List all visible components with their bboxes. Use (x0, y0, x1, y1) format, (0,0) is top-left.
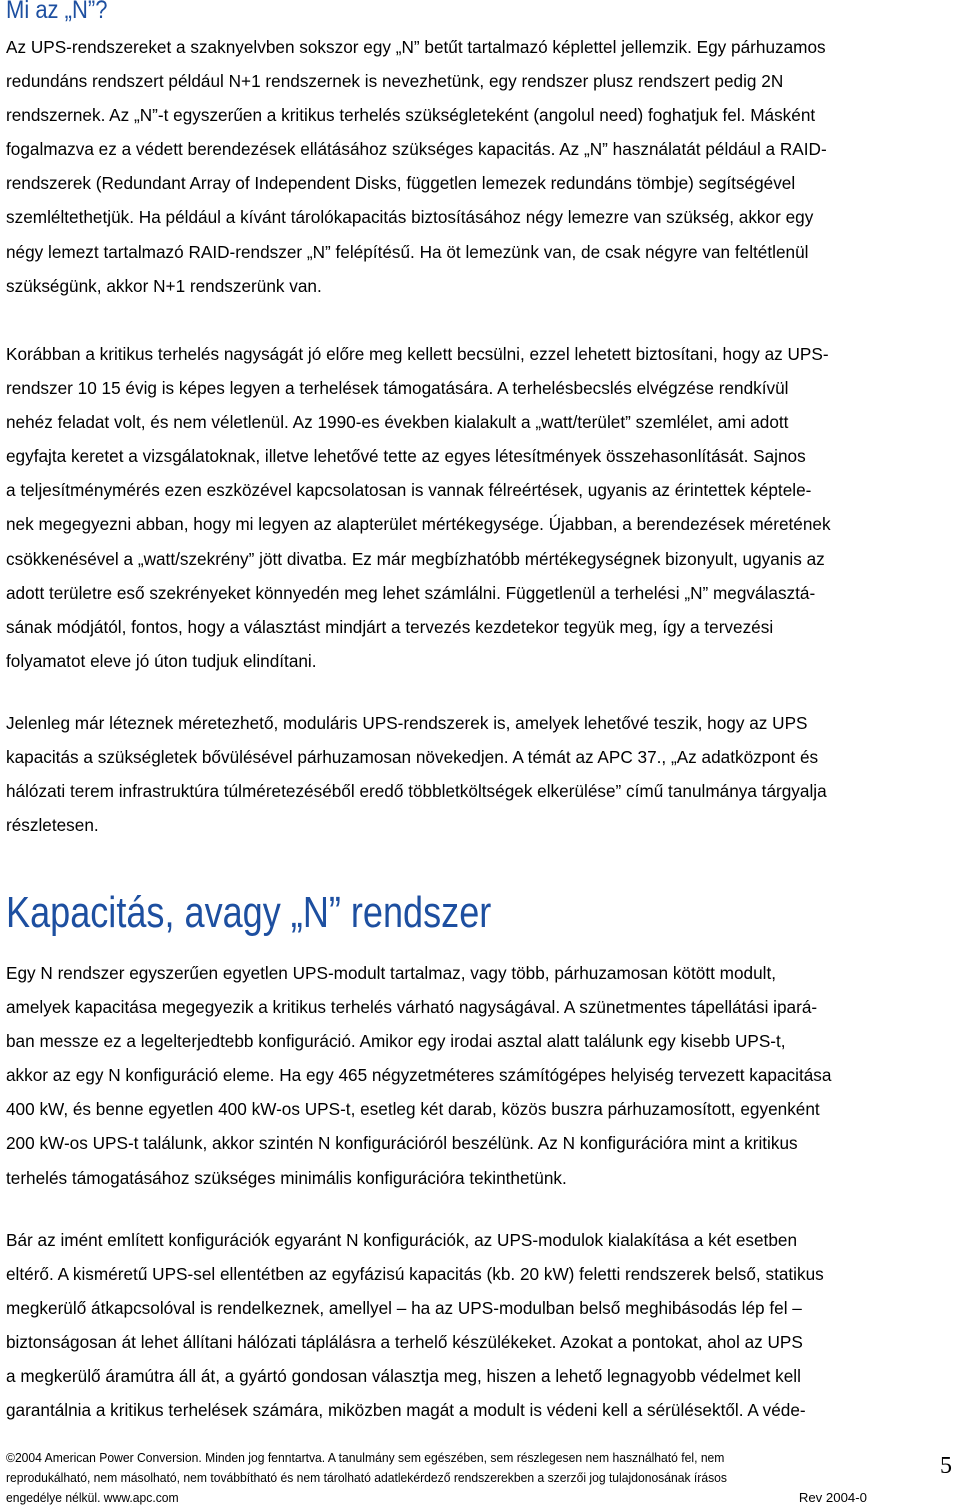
text-line: kapacitás a szükségletek bővülésével párhuzamosan növekedjen. A témát az APC 37., „Az adatközpont és (6, 747, 819, 768)
text-line: Az UPS-rendszereket a szaknyelvben sokszor egy „N” betűt tartalmazó képlettel jellemzik. Egy párhuzamos (6, 37, 826, 57)
paragraph-module-design (6, 1223, 954, 1428)
text-line: sának módjától, fontos, hogy a választást mindjárt a tervezés kezdetekor tegyük meg, így a tervezési (6, 616, 774, 637)
text-line: megkerülő átkapcsolóval is rendelkeznek, amellyel – ha az UPS-modulban belső meghibásodás lép fel – (6, 1298, 802, 1319)
text-line: nehéz feladat volt, és nem véletlenül. Az 1990-es években kialakult a „watt/terület” szemlélet, ami adott (6, 412, 789, 433)
text-line: egyfajta keretet a vizsgálatoknak, illetve lehetővé tette az egyes létesítmények összehasonlítását. Sajnos (6, 446, 806, 467)
text-line: csökkenésével a „watt/szekrény” jött divatba. Ez már megbízhatóbb mértékegységnek bizonyult, ugyanis az (6, 548, 825, 569)
copyright-footer (6, 1448, 825, 1508)
text-line: terhelés támogatásához szükséges minimális konfigurációra tekinthetünk. (6, 1167, 567, 1188)
text-line: reprodukálható, nem másolható, nem továbbítható és nem tárolható adatlekérdező rendszerekben a szerzői jog tulajdonosának írásos (6, 1470, 727, 1485)
text-line: ban messze ez a legelterjedtebb konfiguráció. Amikor egy irodai asztal alatt találunk egy kisebb UPS-t, (6, 1031, 786, 1052)
section-heading-mi-az-n: Mi az „N”? (6, 0, 108, 24)
text-line: 400 kW, és benne egyetlen 400 kW-os UPS-t, esetleg két darab, közös buszra párhuzamosított, egyenként (6, 1099, 820, 1120)
paragraph-modular-ups (6, 706, 954, 842)
text-line: amelyek kapacitása megegyezik a kritikus terhelés várható nagyságával. A szünetmentes tápellátási ipará- (6, 997, 818, 1018)
text-line: szükségünk, akkor N+1 rendszerünk van. (6, 275, 322, 296)
text-line: a megkerülő áramútra áll át, a gyártó gondosan választja meg, hiszen a lehető legnagyobb védelmet kell (6, 1366, 801, 1387)
text-line: garantálnia a kritikus terhelések számára, miközben magát a modult is védeni kell a sérülésektől. A véde- (6, 1400, 806, 1421)
text-line: Korábban a kritikus terhelés nagyságát jó előre meg kellett becsülni, ezzel lehetett biztosítani, hogy az UPS- (6, 344, 829, 364)
text-line: rendszernek. Az „N”-t egyszerűen a kritikus terhelés szükségleteként (angolul need) foghatjuk fel. Másként (6, 105, 816, 126)
page-number: 5 (940, 1453, 952, 1479)
revision-label: Rev 2004-0 (798, 1490, 867, 1505)
text-line: négy lemezt tartalmazó RAID-rendszer „N” felépítésű. Ha öt lemezünk van, de csak négyre van feltétlenül (6, 241, 809, 262)
text-line: eltérő. A kisméretű UPS-sel ellentétben az egyfázisú kapacitás (kb. 20 kW) feletti rendszerek belső, statikus (6, 1264, 824, 1285)
text-line: folyamatot eleve jó úton tudjuk elindítani. (6, 650, 317, 671)
paragraph-n-system (6, 956, 954, 1195)
text-line: engedélye nélkül. www.apc.com (6, 1490, 179, 1505)
text-line: 200 kW-os UPS-t találunk, akkor szintén N konfigurációról beszélünk. Az N konfigurációra mint a kritikus (6, 1133, 798, 1154)
paragraph-load-estimation (6, 337, 954, 678)
text-line: Bár az imént említett konfigurációk egyaránt N konfigurációk, az UPS-modulok kialakítása a két esetben (6, 1230, 798, 1250)
text-line: részletesen. (6, 815, 99, 836)
text-line: fogalmazva ez a védett berendezések ellátásához szükséges kapacitás. Az „N” használatát például a RAID- (6, 139, 827, 160)
paragraph-n-meaning (6, 30, 954, 303)
text-line: hálózati terem infrastruktúra túlméretezéséből eredő többletköltségek elkerülése” című tanulmánya tárgyalja (6, 781, 827, 802)
text-line: adott területre eső szekrényeket könnyedén meg lehet számlálni. Függetlenül a terhelési „N” megválasztá- (6, 582, 816, 603)
text-line: rendszerek (Redundant Array of Independent Disks, független lemezek redundáns tömbje) segítségével (6, 173, 796, 194)
section-heading-capacity: Kapacitás, avagy „N” rendszer (6, 888, 492, 937)
text-line: rendszer 10 15 évig is képes legyen a terhelések támogatására. A terhelésbecslés elvégzése rendkívül (6, 378, 789, 399)
text-line: akkor az egy N konfiguráció eleme. Ha egy 465 négyzetméteres számítógépes helyiség tervezett kapacitása (6, 1065, 832, 1086)
text-line: biztonságosan át lehet állítani hálózati táplálásra a terhelő készülékeket. Azokat a pontokat, ahol az UPS (6, 1332, 803, 1353)
text-line: szemléltethetjük. Ha például a kívánt tárolókapacitás biztosításához négy lemezre van szükség, akkor egy (6, 207, 814, 228)
text-line: Jelenleg már léteznek méretezhető, moduláris UPS-rendszerek is, amelyek lehetővé teszik, hogy az UPS (6, 713, 808, 733)
text-line: Egy N rendszer egyszerűen egyetlen UPS-modult tartalmaz, vagy több, párhuzamosan kötött modult, (6, 963, 777, 983)
text-line: ©2004 American Power Conversion. Minden jog fenntartva. A tanulmány sem egészében, sem részlegesen nem használható fel, nem (6, 1450, 725, 1465)
text-line: a teljesítménymérés ezen eszközével kapcsolatosan is vannak félreértések, ugyanis az érintettek képtele- (6, 480, 812, 501)
text-line: redundáns rendszert például N+1 rendszernek is nevezhetünk, egy rendszer plusz rendszert pedig 2N (6, 71, 784, 92)
text-line: nek megegyezni abban, hogy mi legyen az alapterület mértékegysége. Újabban, a berendezések méretének (6, 514, 831, 535)
